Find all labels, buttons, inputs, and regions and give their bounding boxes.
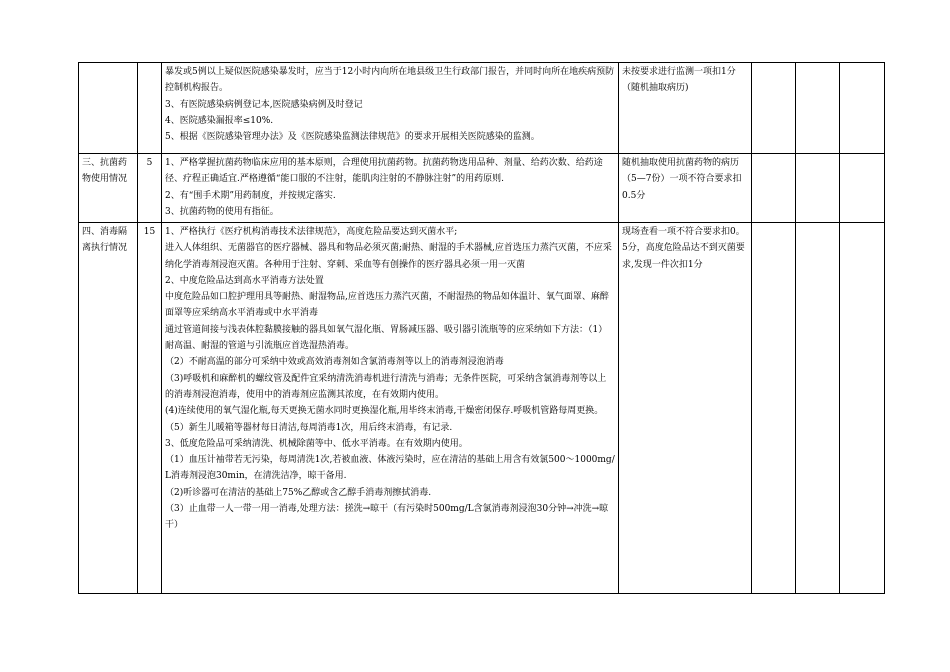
content-line: 2、中度危险品达到高水平消毒方法处置 bbox=[165, 275, 324, 286]
item-cell: 四、消毒隔离执行情况 bbox=[79, 223, 138, 594]
content-line: 进入人体组织、无菌器官的医疗器械、器具和物品必须灭菌;耐热、耐湿的手术器械,应首选压力蒸汽灭菌，不应采纳化学消毒剂浸泡灭菌。各种用于注射、穿刺、采血等有创操作的医疗器具必须一用一灭菌 bbox=[165, 243, 612, 270]
content-line: 2、有“围手术期”用药制度，并按规定落实. bbox=[165, 190, 336, 201]
content-line: （1）血压计袖带若无污染，每周清洗1次,若被血液、体液污染时，应在清洁的基础上用含有效氯500～1000mg/L消毒剂浸泡30min，在清洗洁净，晾干备用. bbox=[165, 455, 615, 482]
item-cell bbox=[79, 63, 138, 154]
content-line: 3、有医院感染病例登记本,医院感染病例及时登记 bbox=[165, 99, 363, 110]
table-row bbox=[79, 154, 885, 223]
blank-cell bbox=[796, 63, 840, 154]
blank-cell bbox=[840, 63, 885, 154]
content-line: 3、低度危险品可采纳清洗、机械除菌等中、低水平消毒。在有效期内使用。 bbox=[165, 438, 468, 449]
item-cell: 三、抗菌药物使用情况 bbox=[79, 154, 138, 223]
assessment-table bbox=[78, 62, 885, 594]
content-line: 中度危险品如口腔护理用具等耐热、耐湿物品,应首选压力蒸汽灭菌，不耐湿热的物品如体温计、氧气面罩、麻醉面罩等应采纳高水平消毒或中水平消毒 bbox=[165, 292, 609, 319]
method-cell: 未按要求进行监测一项扣1分（随机抽取病历) bbox=[619, 63, 752, 154]
content-line: 1、严格执行《医疗机构消毒技术法律规范》，高度危险品要达到灭菌水平; bbox=[165, 227, 458, 237]
content-cell bbox=[162, 154, 619, 223]
content-line: 暴发或5例以上疑似医院感染暴发时，应当于12小时内向所在地县级卫生行政部门报告，并同时向所在地疾病预防控制机构报告。 bbox=[165, 67, 615, 94]
content-line: 4、医院感染漏报率≤10%. bbox=[165, 115, 274, 126]
blank-cell bbox=[752, 223, 796, 594]
content-line: （5）新生儿暖箱等器材每日清洁,每周消毒1次，用后终末消毒，有记录. bbox=[165, 422, 453, 433]
content-line: （2）不耐高温的部分可采纳中效或高效消毒剂如含氯消毒剂等以上的消毒剂浸泡消毒 bbox=[165, 357, 504, 368]
blank-cell bbox=[796, 154, 840, 223]
table-row bbox=[79, 223, 885, 594]
content-line: （3)呼吸机和麻醉机的螺纹管及配件宜采纳清洗消毒机进行清洗与消毒；无条件医院，可采纳含氯消毒剂等以上的消毒剂浸泡消毒，使用中的消毒剂应监测其浓度，在有效期内使用。 bbox=[165, 373, 607, 400]
content-line: 3、抗菌药物的使用有指征。 bbox=[165, 206, 279, 217]
content-line: 1、严格掌握抗菌药物临床应用的基本原则，合理使用抗菌药物。抗菌药物选用品种、剂量、给药次数、给药途径、疗程正确适宜.严格遵循“能口服的不注射，能肌肉注射的不静脉注射”的用药原则. bbox=[165, 158, 603, 185]
content-line: （2)听诊器可在清洁的基础上75%乙醇或含乙醇手消毒剂擦拭消毒. bbox=[165, 487, 432, 498]
content-line: （3）止血带一人一带一用一消毒,处理方法：搓洗→晾干（有污染时500mg/L含氯消毒剂浸泡30分钟→冲洗→晾干） bbox=[165, 504, 609, 531]
score-cell: 5 bbox=[138, 154, 162, 223]
blank-cell bbox=[752, 154, 796, 223]
table-row bbox=[79, 63, 885, 154]
score-cell: 15 bbox=[138, 223, 162, 594]
score-cell bbox=[138, 63, 162, 154]
blank-cell bbox=[840, 223, 885, 594]
content-line: (4)连续使用的氧气湿化瓶,每天更换无菌水同时更换湿化瓶,用毕终末消毒,干燥密闭保存.呼吸机管路每周更换。 bbox=[165, 406, 604, 417]
method-cell: 随机抽取使用抗菌药物的病历（5—7份）一项不符合要求扣0.5分 bbox=[619, 154, 752, 223]
content-cell bbox=[162, 63, 619, 154]
blank-cell bbox=[840, 154, 885, 223]
blank-cell bbox=[796, 223, 840, 594]
content-cell bbox=[162, 223, 619, 594]
method-cell: 现场查看一项不符合要求扣0。5分，高度危险品达不到灭菌要求,发现一件次扣1分 bbox=[619, 223, 752, 594]
content-line: 5、根据《医院感染管理办法》及《医院感染监测法律规范》的要求开展相关医院感染的监测。 bbox=[165, 132, 540, 143]
content-line: 通过管道间接与浅表体腔黏膜接触的器具如氧气湿化瓶、胃肠减压器、吸引器引流瓶等的应采纳如下方法：（1）耐高温、耐湿的管道与引流瓶应首选湿热消毒。 bbox=[165, 324, 608, 352]
blank-cell bbox=[752, 63, 796, 154]
